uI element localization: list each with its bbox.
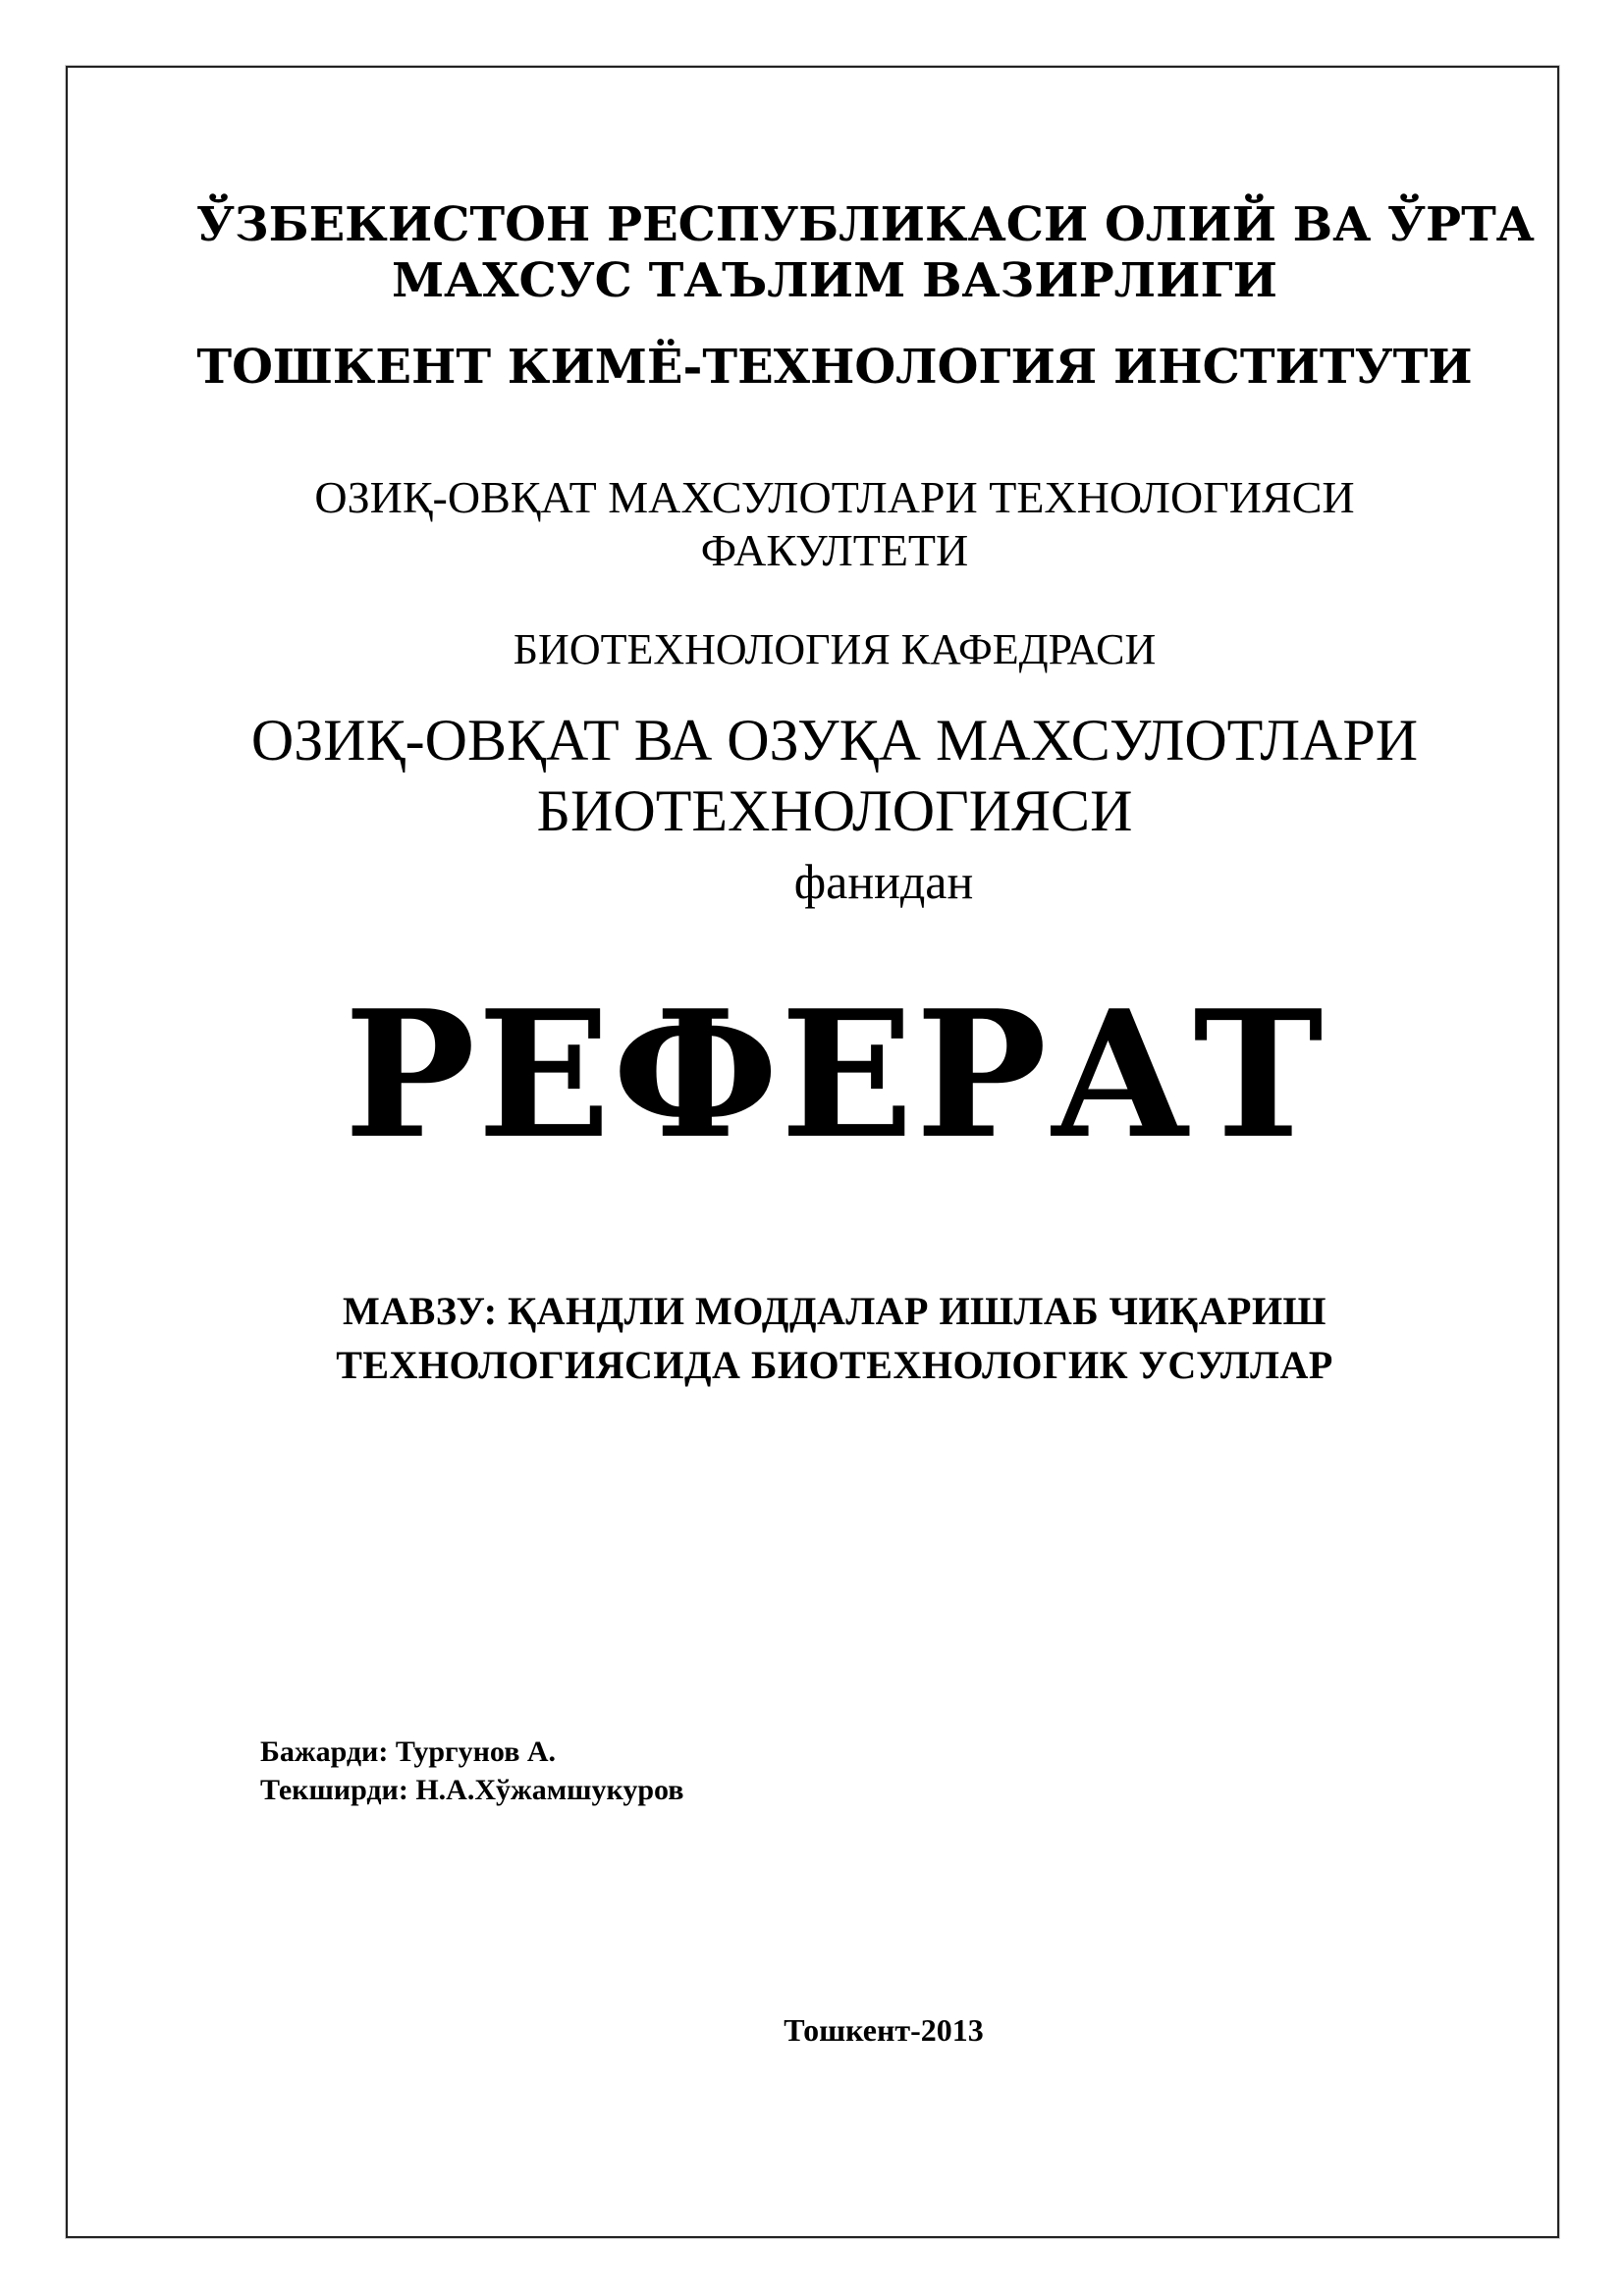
topic-line-2: ТЕХНОЛОГИЯСИДА БИОТЕХНОЛОГИК УСУЛЛАР <box>336 1343 1333 1387</box>
faculty-name-line-1: ОЗИҚ-ОВҚАТ МАХСУЛОТЛАРИ ТЕХНОЛОГИЯСИ <box>314 472 1355 522</box>
performed-by: Бажарди: Тургунов А. <box>260 1735 557 1768</box>
department-name: БИОТЕХНОЛОГИЯ КАФЕДРАСИ <box>513 625 1157 673</box>
subject-title-line-2: БИОТЕХНОЛОГИЯСИ <box>536 778 1133 843</box>
subject-suffix: фанидан <box>793 854 974 909</box>
faculty-name-line-2: ФАКУЛТЕТИ <box>700 525 969 575</box>
subject-title-line-1: ОЗИҚ-ОВҚАТ ВА ОЗУҚА МАХСУЛОТЛАРИ <box>250 708 1419 773</box>
ministry-title-line-1: ЎЗБЕКИСТОН РЕСПУБЛИКАСИ ОЛИЙ ВА ЎРТА <box>196 197 1535 252</box>
topic-line-1: МАВЗУ: ҚАНДЛИ МОДДАЛАР ИШЛАБ ЧИҚАРИШ <box>343 1289 1326 1333</box>
ministry-title-line-2: МАХСУС ТАЪЛИМ ВАЗИРЛИГИ <box>392 253 1277 308</box>
institute-name: ТОШКЕНТ КИМЁ-ТЕХНОЛОГИЯ ИНСТИТУТИ <box>196 340 1473 395</box>
document-type-heading: РЕФЕРАТ <box>344 972 1326 1177</box>
checked-by: Текширди: Н.А.Хўжамшукуров <box>260 1774 684 1806</box>
city-year: Тошкент-2013 <box>784 2012 984 2048</box>
